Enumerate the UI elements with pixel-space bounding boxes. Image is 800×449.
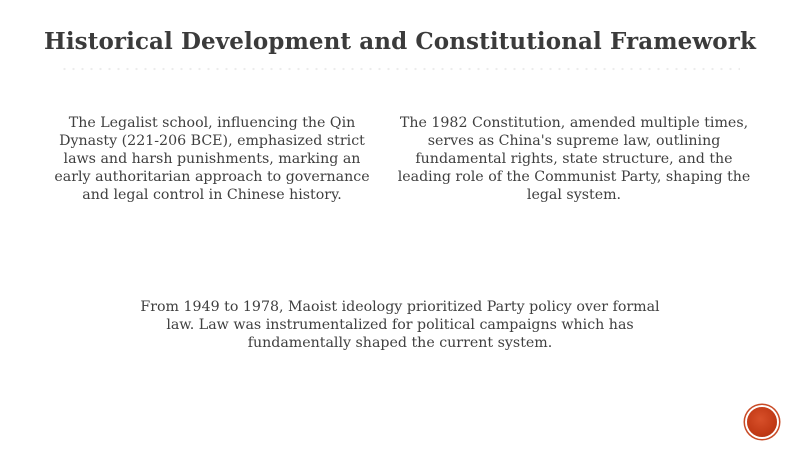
legalist-text-block: The Legalist school, influencing the Qin Dynasty (221-206 BCE), emphasized strict laws and harsh punishments, marking an early authoritarian approach to governance and legal control in Chinese history.: [54, 115, 370, 203]
title-underline-decoration: [60, 66, 740, 72]
constitution-text-block: The 1982 Constitution, amended multiple times, serves as China's supreme law, outlining fundamental rights, state structure, and the leading role of the Communist Party, shaping the legal system.: [397, 115, 751, 203]
maoist-text-block: From 1949 to 1978, Maoist ideology prioritized Party policy over formal law. Law was instrumentalized for political campaigns which has fundamentally shaped the current system.: [140, 299, 660, 351]
slide-title: Historical Development and Constitutional Framework: [44, 28, 756, 55]
circle-nav-icon[interactable]: [747, 407, 777, 437]
